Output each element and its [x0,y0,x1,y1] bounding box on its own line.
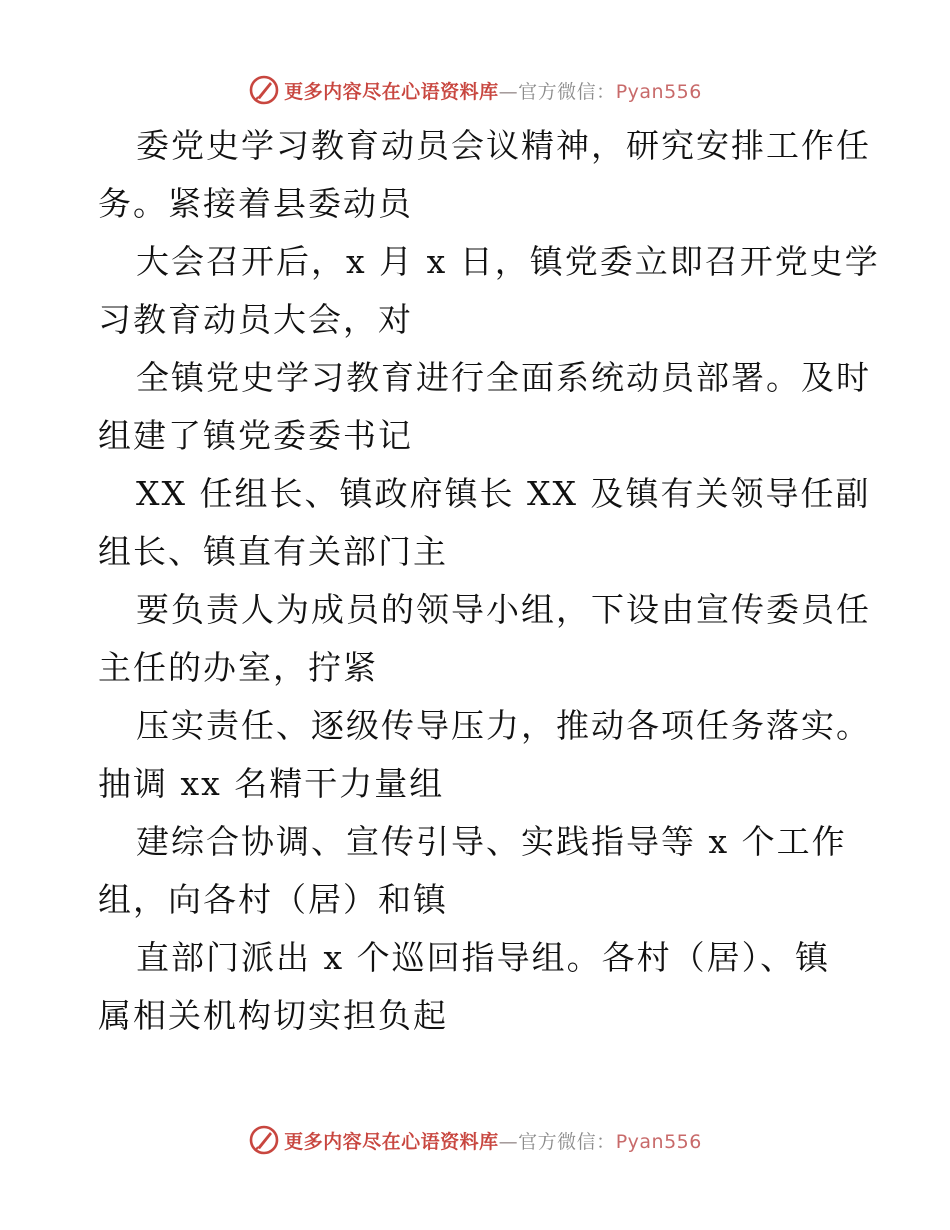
quill-circle-logo-icon [248,1124,280,1156]
watermark-brand: 更多内容尽在心语资料库 [284,80,499,103]
body-line: 压实责任、逐级传导压力，推动各项任务落实。 [136,706,871,745]
body-line: 全镇党史学习教育进行全面系统动员部署。及时 [136,358,871,397]
body-line: 务。紧接着县委动员 [98,184,413,223]
quill-circle-logo-icon [248,74,280,106]
body-line: 主任的办室，拧紧 [98,648,378,687]
watermark-text [284,77,702,104]
watermark-label: 官方微信： [518,80,616,103]
body-line: 建综合协调、宣传引导、实践指导等 x 个工作 [136,822,847,861]
watermark-separator: — [498,1130,519,1153]
body-line: XX 任组长、镇政府镇长 XX 及镇有关领导任副 [136,474,871,513]
body-line: 大会召开后，x 月 x 日，镇党委立即召开党史学 [136,242,880,281]
header-watermark [0,70,950,110]
watermark-brand: 更多内容尽在心语资料库 [284,1130,499,1153]
body-line: 组长、镇直有关部门主 [98,532,448,571]
watermark-separator: — [498,80,519,103]
body-line: 抽调 xx 名精干力量组 [98,764,445,803]
body-line: 要负责人为成员的领导小组，下设由宣传委员任 [136,590,871,629]
watermark-account: Pyan556 [615,80,702,103]
watermark-label: 官方微信： [518,1130,616,1153]
body-line: 组，向各村（居）和镇 [98,880,448,919]
body-line: 委党史学习教育动员会议精神，研究安排工作任 [136,126,871,165]
watermark-text [284,1127,702,1154]
body-line: 直部门派出 x 个巡回指导组。各村（居）、镇 [136,938,831,977]
watermark-account: Pyan556 [615,1130,702,1153]
footer-watermark [0,1120,950,1160]
document-body [98,117,880,1045]
body-line: 组建了镇党委委书记 [98,416,413,455]
body-line: 属相关机构切实担负起 [98,996,448,1035]
body-line: 习教育动员大会，对 [98,300,413,339]
